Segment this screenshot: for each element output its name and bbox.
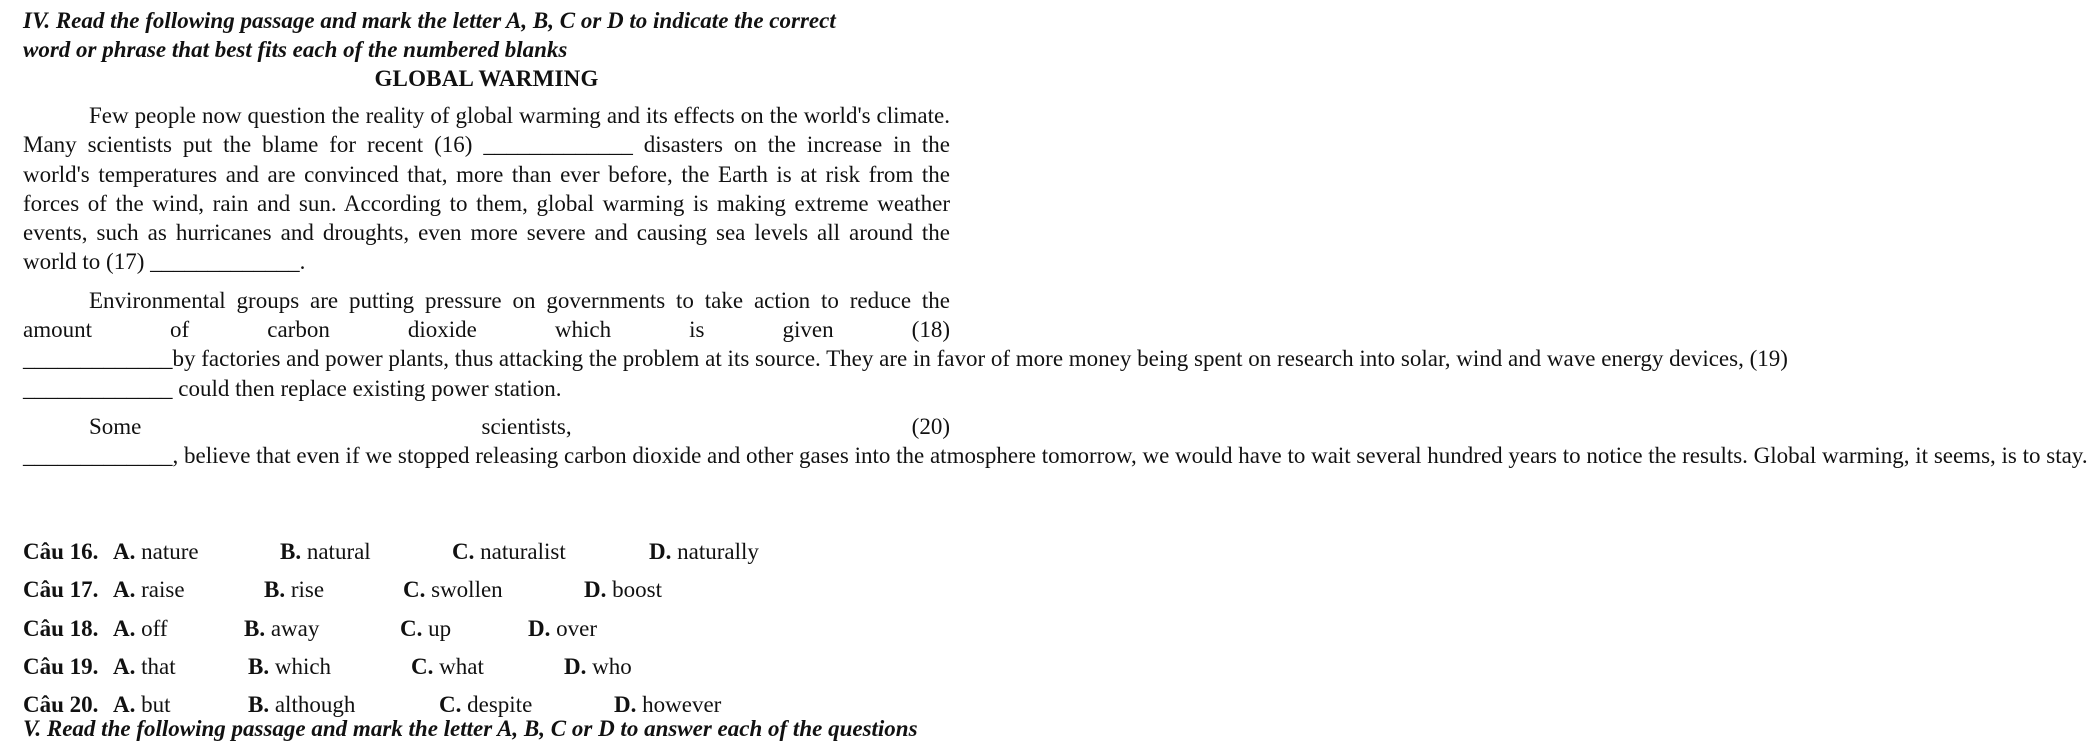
blank-17: _____________. bbox=[150, 249, 306, 275]
question-19 bbox=[23, 652, 983, 690]
paragraph-3 bbox=[23, 412, 2088, 471]
p1-text-a: Few people now question the reality of global warming and its effects on the world's climate. Many scientists put the blame for recent (16) bbox=[23, 103, 950, 158]
question-17 bbox=[23, 575, 983, 613]
p3-text-a: Some scientists, (20) bbox=[89, 413, 950, 439]
question-18 bbox=[23, 614, 983, 652]
instruction-line-2: word or phrase that best fits each of the numbered blanks bbox=[23, 37, 568, 62]
next-section-text: V. Read the following passage and mark the letter A, B, C or D to answer each of the questions bbox=[23, 716, 918, 741]
option-c[interactable]: C. up bbox=[400, 615, 452, 641]
question-list bbox=[23, 537, 983, 728]
paragraph-1 bbox=[23, 101, 950, 277]
question-label: Câu 20. bbox=[23, 692, 99, 718]
option-c[interactable]: C. what bbox=[411, 653, 484, 679]
option-d[interactable]: D. boost bbox=[584, 577, 662, 603]
option-b[interactable]: B. rise bbox=[264, 577, 325, 603]
instruction-line-1: IV. Read the following passage and mark the letter A, B, C or D to indicate the correct bbox=[23, 8, 836, 33]
blank-16: _____________ bbox=[483, 132, 633, 158]
question-label: Câu 18. bbox=[23, 615, 99, 641]
question-label: Câu 16. bbox=[23, 539, 99, 564]
option-b[interactable]: B. which bbox=[248, 653, 332, 679]
next-section-heading-cropped bbox=[23, 714, 1013, 741]
blank-18: _____________by factories and power plants, thus attacking the problem at its source. They are in favor of more money being spent on research into solar, wind and wave energy devices, (19) bbox=[23, 346, 1788, 372]
option-b[interactable]: B. natural bbox=[280, 539, 371, 564]
option-a[interactable]: A. nature bbox=[113, 539, 199, 564]
paragraph-2 bbox=[23, 286, 1788, 403]
blank-19: _____________ bbox=[23, 375, 173, 401]
option-a[interactable]: A. raise bbox=[113, 577, 185, 603]
option-c[interactable]: C. swollen bbox=[403, 577, 503, 603]
option-b[interactable]: B. away bbox=[244, 615, 320, 641]
option-a[interactable]: A. off bbox=[113, 615, 168, 641]
option-d[interactable]: D. however bbox=[614, 692, 722, 718]
option-d[interactable]: D. who bbox=[564, 653, 632, 679]
passage-title: GLOBAL WARMING bbox=[374, 66, 599, 91]
option-b[interactable]: B. although bbox=[248, 692, 356, 718]
option-c[interactable]: C. naturalist bbox=[452, 539, 566, 564]
p2-text-c: could then replace existing power station. bbox=[178, 375, 562, 401]
question-label: Câu 17. bbox=[23, 577, 99, 603]
question-16 bbox=[23, 537, 983, 575]
blank-20: _____________, believe that even if we stopped releasing carbon dioxide and other gases into the atmosphere tomorrow, we would have to wait several hundred years to notice the results. Global warming, it seems, is to stay. bbox=[23, 443, 2088, 469]
option-a[interactable]: A. but bbox=[113, 692, 171, 718]
option-a[interactable]: A. that bbox=[113, 653, 176, 679]
p1-text-b: disasters on the increase in the world's temperatures and are convinced that, more than ever before, the Earth is at risk from the forces of the wind, rain and sun. According to them, global warming is making extreme weather events, such as hurricanes and droughts, even more severe and causing sea levels all around the world to (17) bbox=[23, 132, 950, 275]
option-d[interactable]: D. naturally bbox=[649, 539, 759, 564]
question-label: Câu 19. bbox=[23, 653, 99, 679]
document-page bbox=[23, 6, 2088, 483]
option-c[interactable]: C. despite bbox=[439, 692, 533, 718]
option-d[interactable]: D. over bbox=[528, 615, 597, 641]
p2-text-a: Environmental groups are putting pressure on governments to take action to reduce the amount of carbon dioxide which is given (18) bbox=[23, 287, 950, 343]
